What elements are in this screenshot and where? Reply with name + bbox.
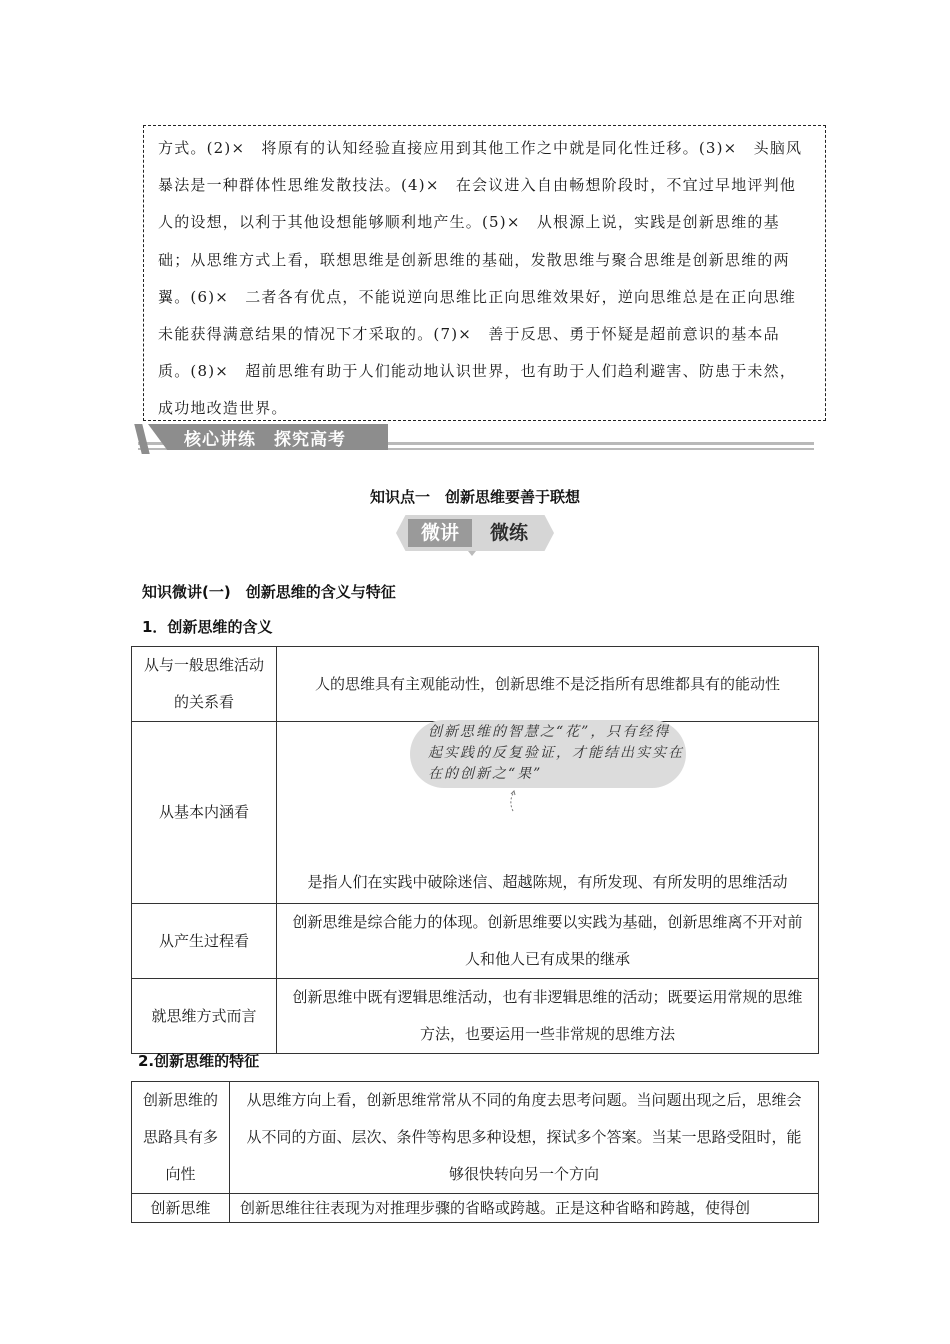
section-subtitle: 2.创新思维的特征 bbox=[138, 1052, 260, 1070]
answer-line: 成功地改造世界。 bbox=[158, 399, 288, 418]
section-banner bbox=[138, 424, 814, 456]
row-content: 从思维方向上看，创新思维常常从不同的角度去思考问题。当问题出现之后，思维会从不同的方面、层次、条件等构思多种设想，探试多个答案。当某一思路受阻时，能够很快转向另一个方向 bbox=[230, 1082, 819, 1194]
table-row bbox=[132, 1082, 819, 1194]
answer-line: 方式。(2)× 将原有的认知经验直接应用到其他工作之中就是同化性迁移。(3)× 头脑风 bbox=[158, 139, 803, 157]
row-label: 创新思维的思路具有多向性 bbox=[132, 1082, 230, 1194]
row-content: 是指人们在实践中破除迷信、超越陈规，有所发现、有所发明的思维活动 bbox=[277, 722, 819, 904]
table-row bbox=[132, 904, 819, 979]
table-row bbox=[132, 1194, 819, 1223]
row-label: 就思维方式而言 bbox=[132, 979, 277, 1054]
micro-lecture-badge bbox=[396, 515, 554, 557]
row-content: 创新思维中既有逻辑思维活动，也有非逻辑思维的活动；既要运用常规的思维方法，也要运用一些非常规的思维方法 bbox=[277, 979, 819, 1054]
feature-table bbox=[131, 1081, 819, 1223]
answer-explanation-box bbox=[143, 125, 826, 421]
note-pointer-icon bbox=[508, 790, 518, 812]
answer-line: 础；从思维方式上看，联想思维是创新思维的基础，发散思维与聚合思维是创新思维的两 bbox=[158, 250, 790, 269]
row-label: 从与一般思维活动的关系看 bbox=[132, 647, 277, 722]
answer-line: 未能获得满意结果的情况下才采取的。(7)× 善于反思、勇于怀疑是超前意识的基本品 bbox=[158, 325, 780, 344]
answer-line: 暴法是一种群体性思维发散技法。(4)× 在会议进入自由畅想阶段时，不宜过早地评判他 bbox=[158, 176, 797, 195]
row-content: 人的思维具有主观能动性，创新思维不是泛指所有思维都具有的能动性 bbox=[277, 647, 819, 722]
meaning-table bbox=[131, 646, 819, 1054]
banner-label: 核心讲练 探究高考 bbox=[184, 430, 346, 450]
row-label: 创新思维 bbox=[132, 1194, 230, 1223]
section-title: 知识微讲(一) 创新思维的含义与特征 bbox=[142, 583, 396, 601]
banner-bar bbox=[134, 424, 149, 454]
answer-line: 质。(8)× 超前思维有助于人们能动地认识世界，也有助于人们趋利避害、防患于未然， bbox=[158, 362, 797, 381]
handwritten-note: 创新思维的智慧之“花”，只有经得起实践的反复验证，才能结出实实在在的创新之“果” bbox=[428, 724, 684, 782]
row-label: 从产生过程看 bbox=[132, 904, 277, 979]
row-content: 创新思维是综合能力的体现。创新思维要以实践为基础，创新思维离不开对前人和他人已有成果的继承 bbox=[277, 904, 819, 979]
knowledge-point-title: 知识点一 创新思维要善于联想 bbox=[369, 488, 580, 506]
table-row bbox=[132, 647, 819, 722]
section-subtitle: 1．创新思维的含义 bbox=[142, 618, 273, 636]
answer-line: 翼。(6)× 二者各有优点，不能说逆向思维比正向思维效果好，逆向思维总是在正向思维 bbox=[158, 287, 797, 306]
badge-pointer bbox=[468, 551, 476, 556]
badge-left-label: 微讲 bbox=[408, 519, 472, 547]
badge-right-label: 微练 bbox=[489, 522, 528, 544]
handwritten-note-bubble bbox=[410, 720, 686, 788]
row-content: 创新思维往往表现为对推理步骤的省略或跨越。正是这种省略和跨越，使得创 bbox=[230, 1194, 819, 1223]
table-row bbox=[132, 979, 819, 1054]
answer-line: 人的设想，以利于其他设想能够顺利地产生。(5)× 从根源上说，实践是创新思维的基 bbox=[158, 213, 780, 232]
row-label: 从基本内涵看 bbox=[132, 722, 277, 904]
